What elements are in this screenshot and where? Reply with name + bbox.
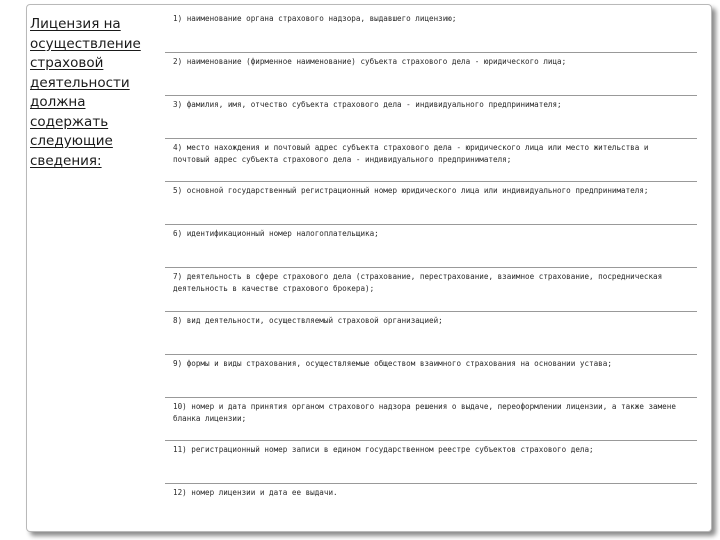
list-item: 2) наименование (фирменное наименование) субъекта страхового дела - юридического лица; <box>165 53 697 96</box>
list-item: 12) номер лицензии и дата ее выдачи. <box>173 487 338 497</box>
list-item: 1) наименование органа страхового надзора, выдавшего лицензию; <box>165 10 697 53</box>
list-item: 7) деятельность в сфере страхового дела (страхование, перестрахование, взаимное страхование, посредническая деятельность в качестве страхового брокера); <box>165 268 697 311</box>
list-item: 5) основной государственный регистрационный номер юридического лица или индивидуального предпринимателя; <box>165 182 697 225</box>
list-item: 4) место нахождения и почтовый адрес субъекта страхового дела - юридического лица или место жительства и почтовый адрес субъекта страхового дела - индивидуального предпринимателя; <box>165 139 697 182</box>
slide-heading: Лицензия на осуществление страховой деятельности должна содержать следующие сведения: <box>30 16 141 169</box>
list-item: 8) вид деятельности, осуществляемый страховой организацией; <box>165 312 697 355</box>
list-item: 11) регистрационный номер записи в едином государственном реестре субъектов страхового дела; <box>165 441 697 484</box>
list-item: 3) фамилия, имя, отчество субъекта страхового дела - индивидуального предпринимателя; <box>165 96 697 139</box>
list-item: 9) формы и виды страхования, осуществляемые обществом взаимного страхования на основании устава; <box>165 355 697 398</box>
list-item: 10) номер и дата принятия органом страхового надзора решения о выдаче, переоформлении лицензии, а также замене бланка лицензии; <box>165 398 697 441</box>
license-requirements-list <box>165 10 697 526</box>
list-item: 6) идентификационный номер налогоплательщика; <box>165 225 697 268</box>
